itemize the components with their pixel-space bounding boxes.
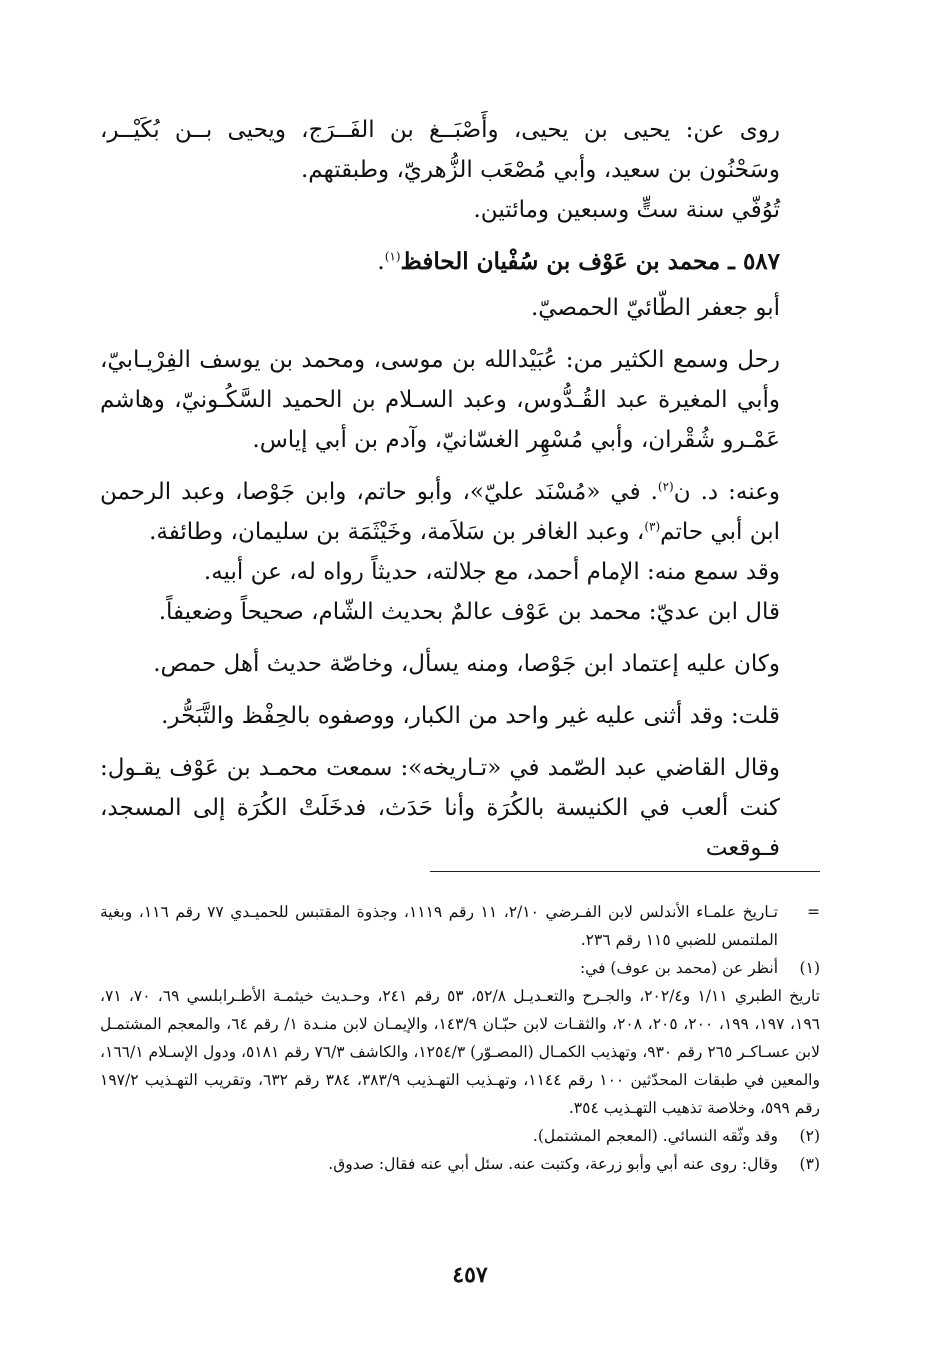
footnote-text: وقال: روى عنه أبي وأبو زرعة، وكتبت عنه. سئل أبي عنه فقال: صدوق.: [328, 1155, 778, 1173]
footnote-ref-3: (٣): [644, 519, 661, 534]
footnote-mark: (٣): [799, 1155, 820, 1173]
footnote-mark: =: [807, 903, 820, 921]
footnote-text: تـاريخ علمـاء الأندلس لابن الفـرضي ٢/١٠، ١١ رقم ١١١٩، وجذوة المقتبس للحميـدي ٧٧ رقم ١١٦، وبغية الملتمس للضبي ١١٥ رقم ٢٣٦.: [100, 903, 778, 949]
footnote-1-sources: [100, 982, 820, 1122]
paragraph-teachers: رحل وسمع الكثير من: عُبَيْدالله بن موسى، ومحمد بن يوسف الفِرْيـابيّ، وأبي المغيرة عبد القُـدُّوس، وعبد السـلام بن الحميد السَّكُـونيّ، وهاشم عَمْـرو شُقْران، وأبي مُسْهِر الغسّانيّ، وآدم بن أبي إياس.: [100, 347, 780, 453]
main-text: [100, 110, 820, 868]
footnote-text: وقد وثّقه النسائي. (المعجم المشتمل).: [532, 1127, 778, 1145]
paragraph-students: [100, 472, 820, 552]
paragraph-anecdote: وقال القاضي عبد الصّمد في «تـاريخه»: سمعت محمـد بن عَوْف يقـول: كنت ألعب في الكنيسة بالكُرَة وأنا حَدَث، فدخَلَتْ الكُرَة إلى المسجد، فـوقعت: [100, 755, 780, 861]
footnote-continuation: [100, 898, 820, 954]
students-text-b: . في «مُسْنَد عليّ»، وأبو حاتم، وابن جَوْصا، وعبد الرحمن ابن أبي حاتم: [100, 479, 780, 545]
students-text-a: وعنه: د. ن: [673, 479, 780, 505]
paragraph-kunya: أبو جعفر الطّائيّ الحمصيّ.: [530, 295, 780, 321]
footnote-3: [100, 1150, 820, 1178]
footnote-text: أنظر عن (محمد بن عوف) في:: [579, 959, 778, 977]
footnote-ref-2: (٢): [657, 479, 674, 494]
paragraph-death: تُوُفّي سنة ستٍّ وسبعين ومائتين.: [473, 197, 780, 223]
footnotes: [100, 898, 820, 1178]
footnote-mark: (٢): [799, 1127, 820, 1145]
entry-title-text: ٥٨٧ ـ محمد بن عَوْف بن سُفْيان الحافظ: [400, 248, 780, 275]
footnote-1: [100, 954, 820, 982]
paragraph-narrators: روى عن: يحيى بن يحيى، وأَصْبَــغ بن الفَــرَج، ويحيى بــن بُكَيْــر، وسَحْنُون بن سعيد، وأبي مُصْعَب الزُّهريّ، وطبقتهم.: [100, 117, 780, 183]
students-text-c: ، وعبد الغافر بن سَلاَمة، وخَيْثَمَة بن سليمان، وطائفة.: [149, 519, 645, 545]
footnote-2: [100, 1122, 820, 1150]
entry-title-end: .: [377, 249, 385, 275]
paragraph-praise: قلت: وقد أثنى عليه غير واحد من الكبار، ووصفوه بالحِفْظ والتَّبَحُّر.: [161, 703, 780, 729]
page-number: ٤٥٧: [452, 1262, 488, 1288]
paragraph-ibn-jawsa: وكان عليه إعتماد ابن جَوْصا، ومنه يسأل، وخاصّة حديث أهل حمص.: [153, 651, 780, 677]
paragraph-ahmad: وقد سمع منه: الإمام أحمد، مع جلالته، حديثاً رواه له، عن أبيه.: [203, 559, 780, 585]
paragraph-ibn-adi: قال ابن عديّ: محمد بن عَوْف عالمٌ بحديث الشّام، صحيحاً وضعيفاً.: [158, 599, 780, 625]
footnote-ref-1: (١): [384, 249, 401, 264]
footnote-divider: [430, 871, 820, 872]
entry-title: [100, 242, 820, 282]
footnote-mark: (١): [799, 959, 820, 977]
footnote-text: تاريخ الطبري ١/١١ و٢٠٢/٤، والجـرح والتعـديـل ٥٢/٨، ٥٣ رقم ٢٤١، وحـديث خيثمـة الأطـرابلسي ٦٩، ٧٠، ٧١، ١٩٦، ١٩٧، ١٩٩، ٢٠٠، ٢٠٥، ٢٠٨، والثقـات لابن حبّـان ١٤٣/٩، والإيمـان لابن منـدة ١/ رقم ٦٤، والمعجم المشتمـل لابن عسـاكـر ٢٦٥ رقم ٩٣٠، وتهذيب الكمـال (المصـوّر) ١٢٥٤/٣، والكاشف ٧٦/٣ رقم ٥١٨١، ودول الإسـلام ١٦٦/١، والمعين في طبقات المحدّثين ١٠٠ رقم ١١٤٤، وتهـذيب التهـذيب ٣٨٣/٩، ٣٨٤ رقم ٦٣٢، وتقريب التهـذيب ١٩٧/٢ رقم ٥٩٩، وخلاصة تذهيب التهـذيب ٣٥٤.: [100, 987, 821, 1117]
